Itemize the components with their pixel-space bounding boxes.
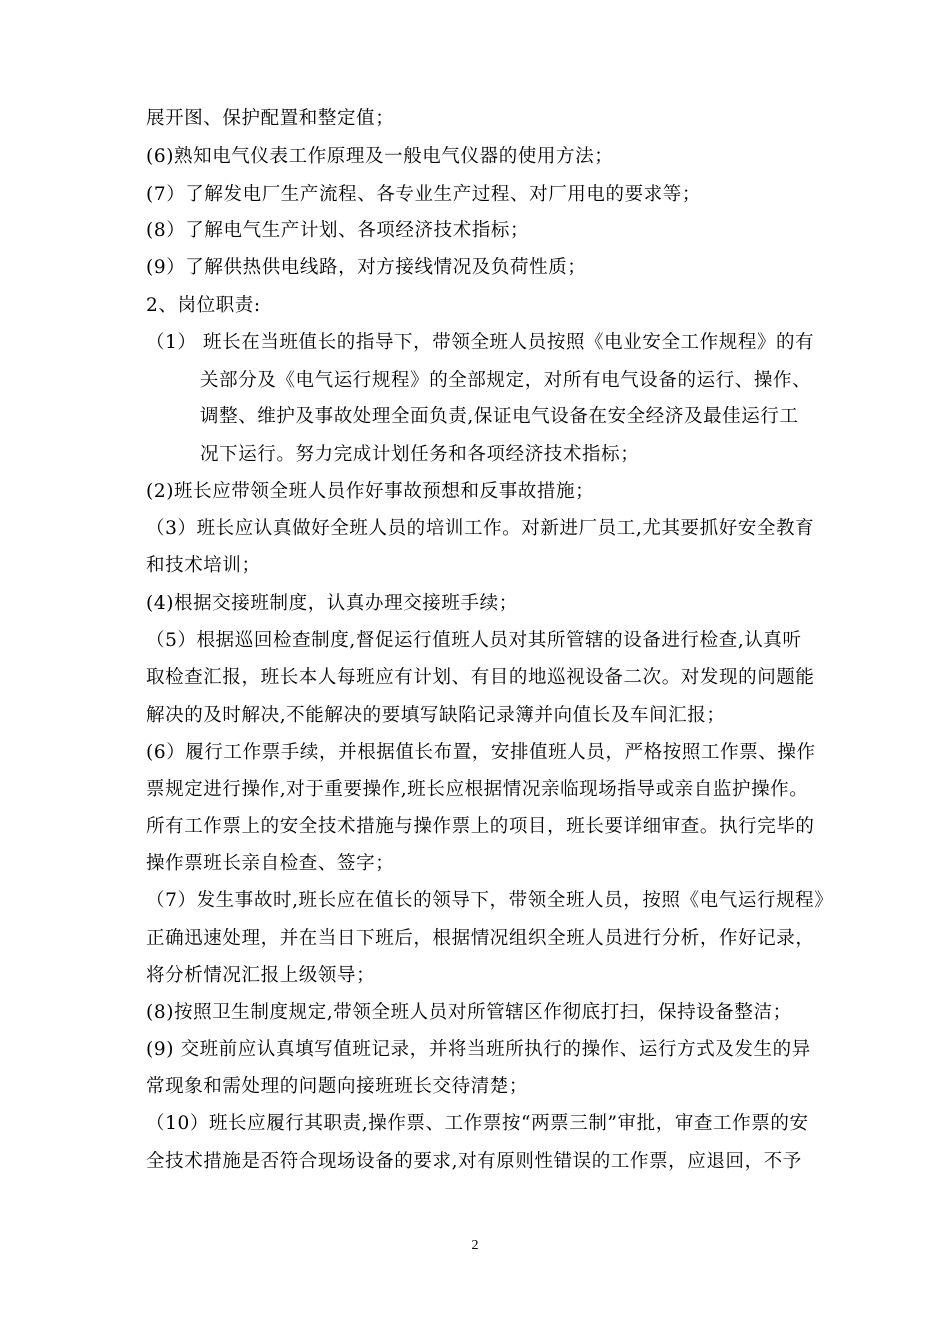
text-line: (6)熟知电气仪表工作原理及一般电气仪器的使用方法； [146,146,614,167]
text-line: （5）根据巡回检查制度,督促运行值班人员对其所管辖的设备进行检查,认真听 [146,630,802,651]
text-line: (2)班长应带领全班人员作好事故预想和反事故措施； [146,481,595,502]
text-line: 调整、维护及事故处理全面负责,保证电气设备在安全经济及最佳运行工 [200,406,799,427]
text-line: 解决的及时解决,不能解决的要填写缺陷记录簿并向值长及车间汇报； [146,705,726,726]
text-line: 展开图、保护配置和整定值； [146,108,395,129]
section-heading: 2、岗位职责: [146,295,261,316]
text-line: （7）发生事故时,班长应在值长的领导下，带领全班人员，按照《电气运行规程》 [146,890,834,911]
text-line: （10）班长应履行其职责,操作票、工作票按“两票三制”审批，审查工作票的安 [146,1113,809,1134]
text-line: 正确迅速处理，并在当日下班后，根据情况组织全班人员进行分析，作好记录， [146,928,815,949]
text-line: （1） 班长在当班值长的指导下，带领全班人员按照《电业安全工作规程》的有 [146,332,815,353]
text-line: （3）班长应认真做好全班人员的培训工作。对新进厂员工,尤其要抓好安全教育 [146,518,815,539]
text-line: (6）履行工作票手续，并根据值长布置，安排值班人员，严格按照工作票、操作 [146,742,816,763]
text-line: (8）了解电气生产计划、各项经济技术指标； [146,220,530,241]
text-line: 将分析情况汇报上级领导； [146,965,376,986]
text-line: 取检查汇报，班长本人每班应有计划、有目的地巡视设备二次。对发现的问题能 [146,667,815,688]
text-line: (8)按照卫生制度规定,带领全班人员对所管辖区作彻底打扫，保持设备整洁； [146,1002,792,1023]
page-number: 2 [471,1238,479,1253]
text-line: 所有工作票上的安全技术措施与操作票上的项目，班长要详细审查。执行完毕的 [146,816,815,837]
text-line: (9）了解供热供电线路，对方接线情况及负荷性质； [146,257,587,278]
text-line: (4)根据交接班制度，认真办理交接班手续； [146,593,518,614]
text-line: 关部分及《电气运行规程》的全部规定，对所有电气设备的运行、操作、 [200,370,812,391]
text-line: 全技术措施是否符合现场设备的要求,对有原则性错误的工作票，应退回，不予 [146,1151,802,1172]
text-line: (9) 交班前应认真填写值班记录，并将当班所执行的操作、运行方式及发生的异 [146,1039,811,1060]
text-line: 况下运行。努力完成计划任务和各项经济技术指标； [200,444,640,465]
text-line: 和技术培训； [146,555,261,576]
text-line: 票规定进行操作,对于重要操作,班长应根据情况亲临现场指导或亲自监护操作。 [146,779,809,800]
text-line: 常现象和需处理的问题向接班班长交待清楚； [146,1076,529,1097]
text-line: 操作票班长亲自检查、签字； [146,853,395,874]
text-line: (7）了解发电厂生产流程、各专业生产过程、对厂用电的要求等； [146,184,701,205]
